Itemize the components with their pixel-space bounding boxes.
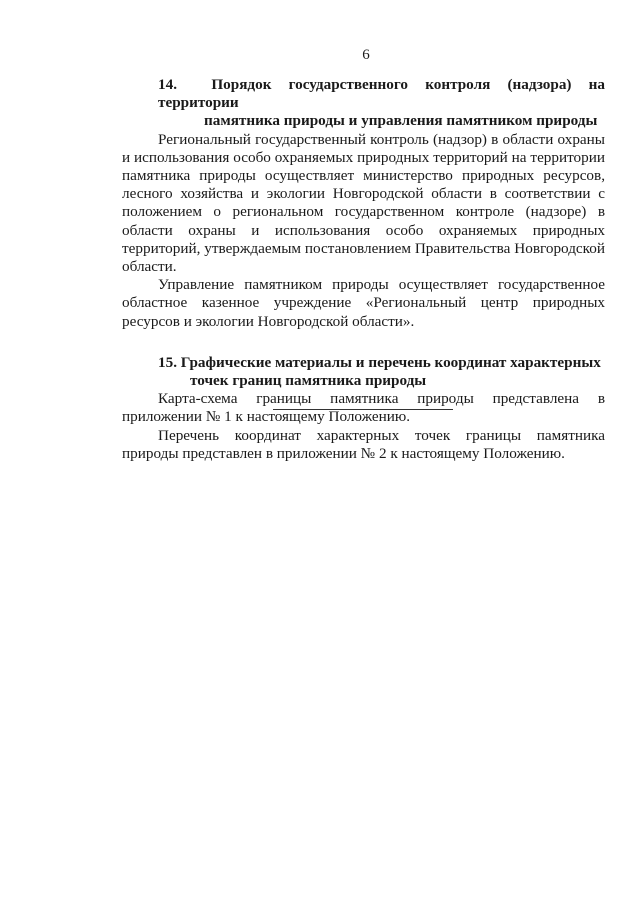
section-14-paragraph-2: Управление памятником природы осуществляет государственное областное казенное учреждение «Региональный центр природных ресурсов и экологии Новгородской области».: [122, 276, 605, 330]
section-15-title-line2: точек границ памятника природы: [190, 372, 427, 390]
section-15-paragraph-2: Перечень координат характерных точек границы памятника природы представлен в приложении № 2 к настоящему Положению.: [122, 426, 605, 462]
section-15-title-line1: Графические материалы и перечень координат характерных: [180, 353, 601, 371]
section-14-title-line2: памятника природы и управления памятником природы: [204, 112, 598, 130]
section-14-number: 14.: [158, 76, 177, 93]
section-15-paragraph-1: Карта-схема границы памятника природы представлена в приложении № 1 к настоящему Положению.: [122, 390, 605, 426]
section-14-title-line1: Порядок государственного контроля (надзора) на территории: [158, 76, 605, 112]
end-of-document-line: [273, 409, 453, 410]
section-15-number: 15.: [158, 353, 177, 371]
section-14-paragraph-1: Региональный государственный контроль (надзор) в области охраны и использования особо охраняемых природных территорий на территории памятника природы осуществляет министерство природных ресурсов, лесного хозяйства и экологии Новгородской области в соответствии с положением о региональном государственном контроле (надзоре) в области охраны и использования особо охраняемых природных территорий, утверждаемым постановлением Правительства Новгородской области.: [122, 130, 605, 276]
section-15-heading: [158, 354, 605, 390]
section-14-heading: [158, 76, 605, 131]
page-number: 6: [362, 47, 370, 63]
document-body: [122, 76, 605, 463]
